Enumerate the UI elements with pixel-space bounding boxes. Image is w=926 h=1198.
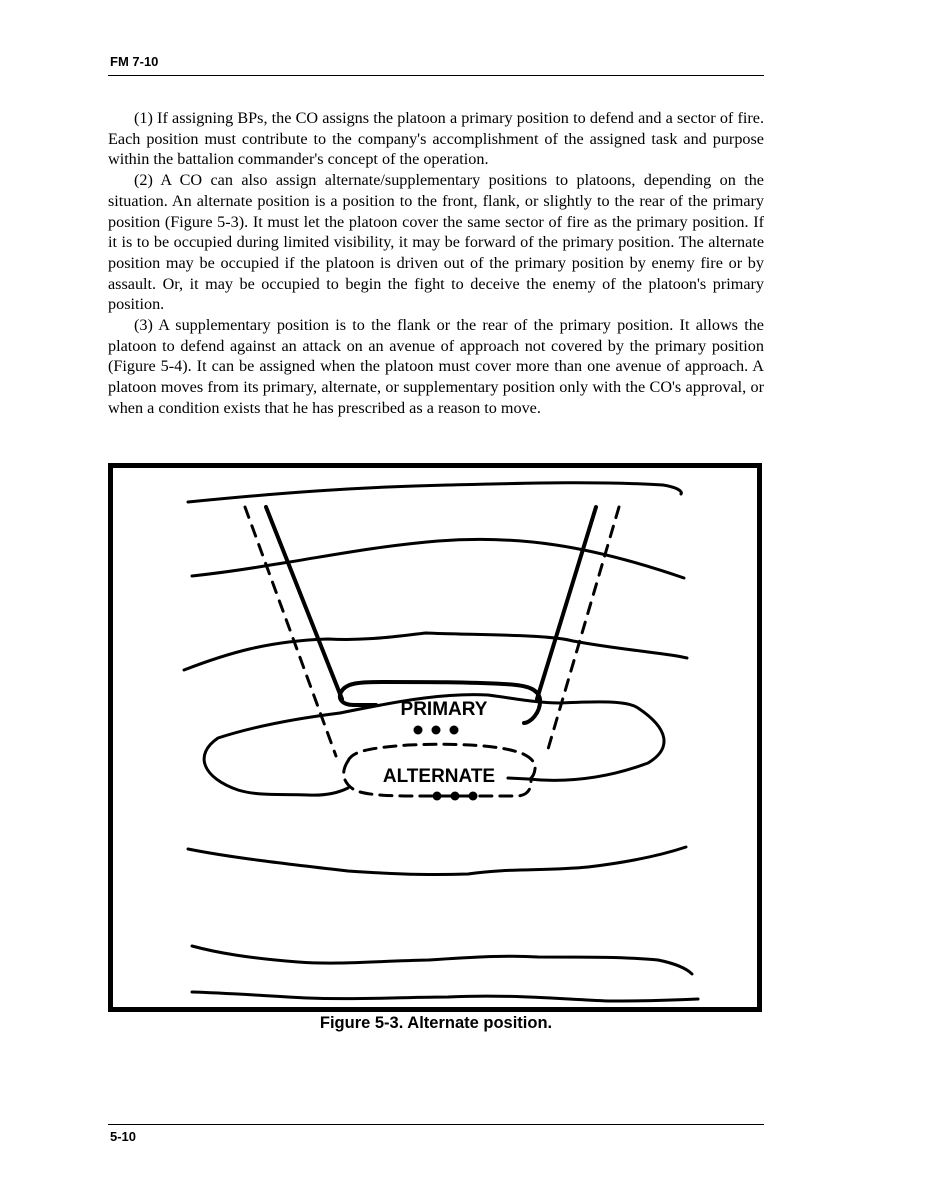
paragraph-2: (2) A CO can also assign alternate/supplementary positions to platoons, depending on the situation. An alternate position is a position to the front, flank, or slightly to the rear of the primary position (Figure 5-3). It must let the platoon cover the same sector of fire as the primary position. If it is to be occupied during limited visibility, it may be forward of the primary position. The alternate position may be occupied if the platoon is driven out of the primary position by enemy fire or by assault. Or, it may be occupied to begin the fight to deceive the enemy of the platoon's primary position. [108,171,764,314]
alternate-position-diagram [108,463,762,1012]
primary-weapon-dot-1 [414,726,423,735]
contour-line-3 [184,633,687,670]
manual-number: FM 7-10 [110,54,159,69]
primary-weapon-dot-3 [450,726,459,735]
page-number: 5-10 [110,1129,137,1144]
alternate-weapon-dot-1 [433,792,442,801]
footer-rule [108,1124,764,1125]
primary-sector-left [266,507,342,699]
header-rule [108,75,764,76]
contour-line-2 [192,539,684,578]
primary-label: PRIMARY [400,699,488,720]
contour-line-7 [192,946,692,974]
figure-5-3 [108,463,762,1012]
contour-line-8 [192,992,698,1001]
paragraph-1: (1) If assigning BPs, the CO assigns the platoon a primary position to defend and a sector of fire. Each position must contribute to the company's accomplishment of the assigned task and purpose within the battalion commander's concept of the operation. [108,109,764,169]
paragraph-3: (3) A supplementary position is to the flank or the rear of the primary position. It allows the platoon to defend against an attack on an avenue of approach not covered by the primary position (Figure 5-4). It can be assigned when the platoon must cover more than one avenue of approach. A platoon moves from its primary, alternate, or supplementary position only with the CO's approval, or when a condition exists that he has prescribed as a reason to move. [108,316,764,417]
contour-line-5 [204,713,348,795]
contour-line-6 [188,847,686,875]
figure-caption: Figure 5-3. Alternate position. [319,1014,553,1032]
primary-weapon-dot-2 [432,726,441,735]
alternate-label: ALTERNATE [382,766,496,787]
alternate-weapon-dot-2 [451,792,460,801]
contour-line-1 [188,483,681,502]
alternate-weapon-dot-3 [469,792,478,801]
alternate-sector-left [245,507,336,756]
primary-sector-right [537,507,596,699]
body-text [108,108,764,419]
